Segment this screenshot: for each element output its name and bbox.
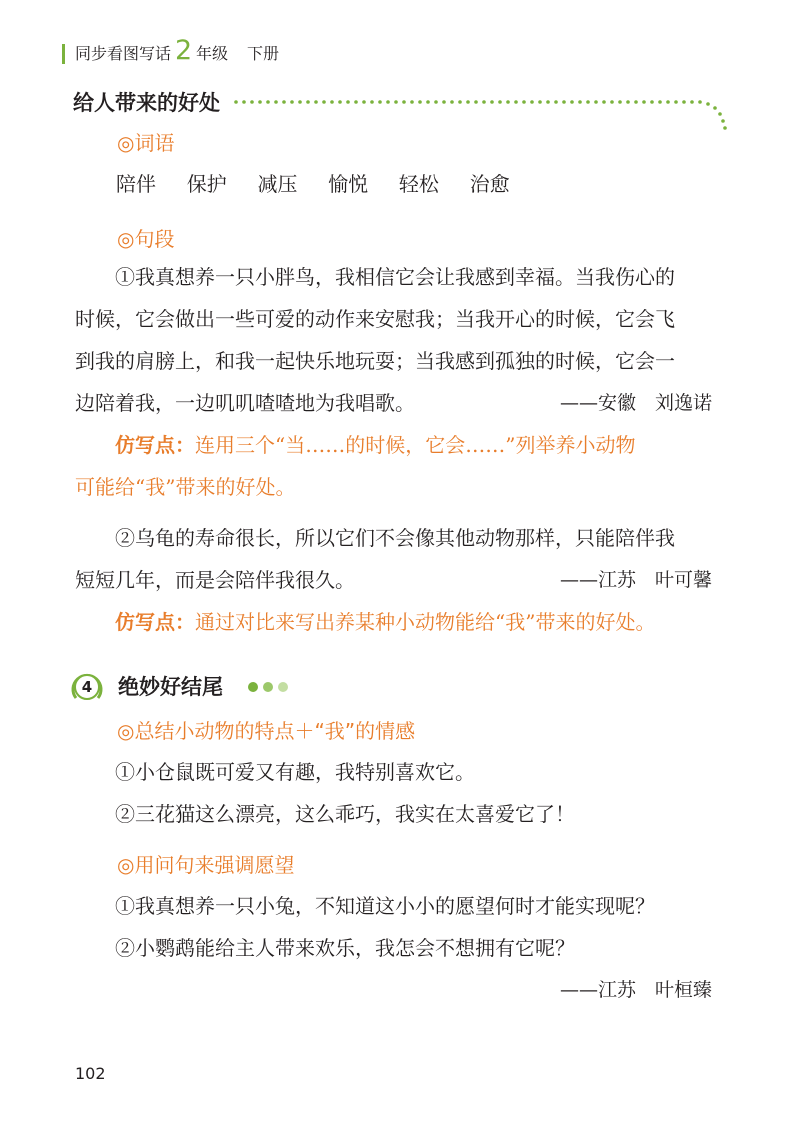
imitation-tip-1 (115, 431, 635, 459)
ending-heading-2: ◎用问句来强调愿望 (117, 853, 295, 877)
dots-decoration (246, 680, 292, 694)
paragraph2-line: ②乌龟的寿命很长，所以它们不会像其他动物那样，只能陪伴我 (115, 526, 675, 550)
paragraph2-author: ——江苏 叶可馨 (560, 569, 713, 591)
paragraph1-line: 边陪着我，一边叽叽喳喳地为我唱歌。 (75, 391, 415, 415)
book-series-title: 同步看图写话 (75, 44, 172, 63)
section-number-badge: 4 (74, 674, 100, 700)
sentences-heading: ◎句段 (117, 227, 175, 251)
grade-label: 年级 (196, 44, 229, 63)
tip-text: 连用三个“当……的时候，它会……”列举养小动物 (195, 433, 636, 457)
paragraph1-line: 时候，它会做出一些可爱的动作来安慰我；当我开心的时候，它会飞 (75, 307, 675, 331)
volume-label: 下册 (247, 44, 280, 63)
word-item: 减压 (257, 172, 298, 196)
ending-author: ——江苏 叶桓臻 (560, 979, 713, 1001)
word-item: 保护 (186, 172, 227, 196)
section-title: 给人带来的好处 (73, 91, 220, 115)
word-item: 治愈 (469, 172, 510, 196)
ending-heading-1: ◎总结小动物的特点＋“我”的情感 (117, 719, 416, 743)
ending-line: ①小仓鼠既可爱又有趣，我特别喜欢它。 (115, 760, 475, 784)
tip-text: 通过对比来写出养某种小动物能给“我”带来的好处。 (195, 610, 656, 634)
tip-label: 仿写点： (115, 610, 195, 634)
ending-line: ②小鹦鹉能给主人带来欢乐，我怎会不想拥有它呢？ (115, 936, 575, 960)
header-accent-bar (62, 44, 65, 64)
ending-line: ①我真想养一只小兔，不知道这小小的愿望何时才能实现呢？ (115, 894, 655, 918)
word-item: 陪伴 (116, 172, 156, 196)
word-list (116, 170, 510, 198)
imitation-tip-2 (115, 608, 655, 636)
tip-label: 仿写点： (115, 433, 195, 457)
ending-section-title: 绝妙好结尾 (118, 675, 223, 699)
paragraph1-line: 到我的肩膀上，和我一起快乐地玩耍；当我感到孤独的时候，它会一 (75, 349, 675, 373)
ending-line: ②三花猫这么漂亮，这么乖巧，我实在太喜爱它了！ (115, 802, 575, 826)
word-item: 轻松 (398, 172, 439, 196)
imitation-tip-1-cont: 可能给“我”带来的好处。 (75, 475, 296, 499)
page-number: 102 (75, 1064, 106, 1083)
grade-number: 2 (175, 35, 193, 66)
word-item: 愉悦 (328, 172, 369, 196)
paragraph1-author: ——安徽 刘逸诺 (560, 392, 713, 414)
dotted-line-decoration (232, 85, 732, 135)
paragraph2-line: 短短几年，而是会陪伴我很久。 (75, 568, 355, 592)
words-heading: ◎词语 (117, 131, 175, 155)
paragraph1-line: ①我真想养一只小胖鸟，我相信它会让我感到幸福。当我伤心的 (115, 265, 675, 289)
